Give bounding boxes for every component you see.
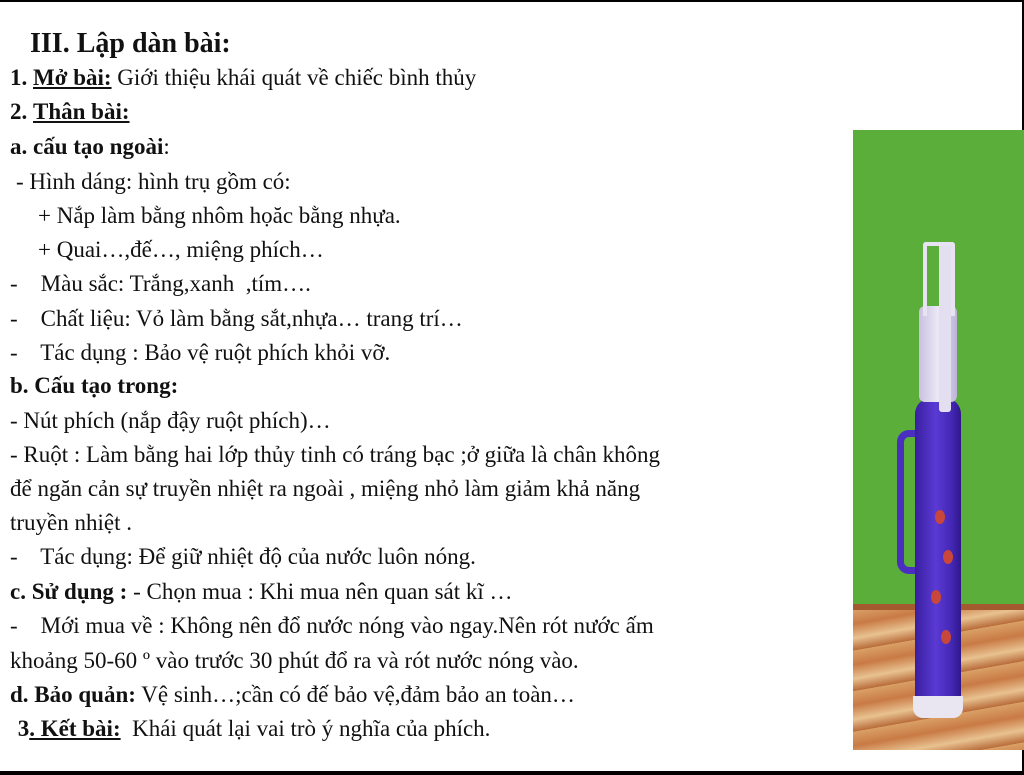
mo-bai-text: Giới thiệu khái quát về chiếc bình thủy (111, 65, 477, 90)
cau-tao-ngoai-label: a. cấu tạo ngoài (10, 134, 164, 159)
ruot-line-2: để ngăn cản sự truyền nhiệt ra ngoài , miệng nhỏ làm giảm khả năng (10, 476, 641, 501)
flower-decoration (941, 630, 951, 644)
tac-dung-ngoai-line: - Tác dụng : Bảo vệ ruột phích khỏi vỡ. (10, 340, 391, 365)
flower-decoration (935, 510, 945, 524)
mau-sac-line: - Màu sắc: Trắng,xanh ,tím…. (10, 271, 311, 296)
slide (0, 2, 1022, 771)
moi-mua-line-2: khoảng 50-60 º vào trước 30 phút đổ ra và rót nước nóng vào. (10, 648, 579, 673)
cau-tao-ngoai-heading (10, 133, 170, 161)
ket-bai-label: . Kết bài: (29, 716, 121, 741)
mo-bai-label: Mở bài: (33, 65, 112, 90)
thermos-base (913, 696, 963, 718)
su-dung-label: c. Sử dụng : (10, 579, 128, 604)
cau-tao-ngoai-suffix: : (163, 134, 170, 159)
quai-line: + Quai…,đế…, miệng phích… (38, 237, 324, 262)
ruot-line-1: - Ruột : Làm bằng hai lớp thủy tinh có tráng bạc ;ở giữa là chân không (10, 442, 660, 467)
ket-bai-text: Khái quát lại vai trò ý nghĩa của phích. (120, 716, 491, 741)
cau-tao-trong-heading: b. Cấu tạo trong: (10, 373, 179, 398)
nut-phich-line: - Nút phích (nắp đậy ruột phích)… (10, 408, 331, 433)
flower-decoration (931, 590, 941, 604)
ruot-line-3: truyền nhiệt . (10, 510, 132, 535)
chat-lieu-line: - Chất liệu: Vỏ làm bằng sắt,nhựa… trang trí… (10, 306, 463, 331)
hinh-dang-line: - Hình dáng: hình trụ gồm có: (16, 169, 291, 194)
chon-mua-text: - Chọn mua : Khi mua nên quan sát kĩ … (127, 579, 513, 604)
thermos-cap-loop (923, 242, 955, 316)
ket-bai-number: 3 (12, 716, 30, 741)
ket-bai-line (12, 715, 490, 743)
mo-bai-number: 1. (10, 65, 28, 90)
than-bai-number: 2. (10, 99, 28, 124)
tac-dung-trong-line: - Tác dụng: Để giữ nhiệt độ của nước luôn nóng. (10, 544, 476, 569)
than-bai-line (10, 98, 130, 126)
moi-mua-line-1: - Mới mua về : Không nên đổ nước nóng vào ngay.Nên rót nước ấm (10, 613, 654, 638)
thermos-neck (919, 306, 957, 402)
section-heading-text: III. Lập dàn bài: (30, 28, 231, 59)
section-heading (30, 30, 231, 58)
bao-quan-label: d. Bảo quản: (10, 682, 136, 707)
nap-line: + Nắp làm bằng nhôm họăc bằng nhựa. (38, 203, 401, 228)
mo-bai-line (10, 64, 476, 92)
thermos-image (853, 130, 1024, 750)
su-dung-line (10, 578, 513, 606)
bao-quan-text: Vệ sinh…;cần có đế bảo vệ,đảm bảo an toàn… (135, 682, 575, 707)
bao-quan-line (10, 681, 575, 709)
thermos-body (915, 398, 961, 703)
flower-decoration (943, 550, 953, 564)
than-bai-label: Thân bài: (33, 99, 130, 124)
